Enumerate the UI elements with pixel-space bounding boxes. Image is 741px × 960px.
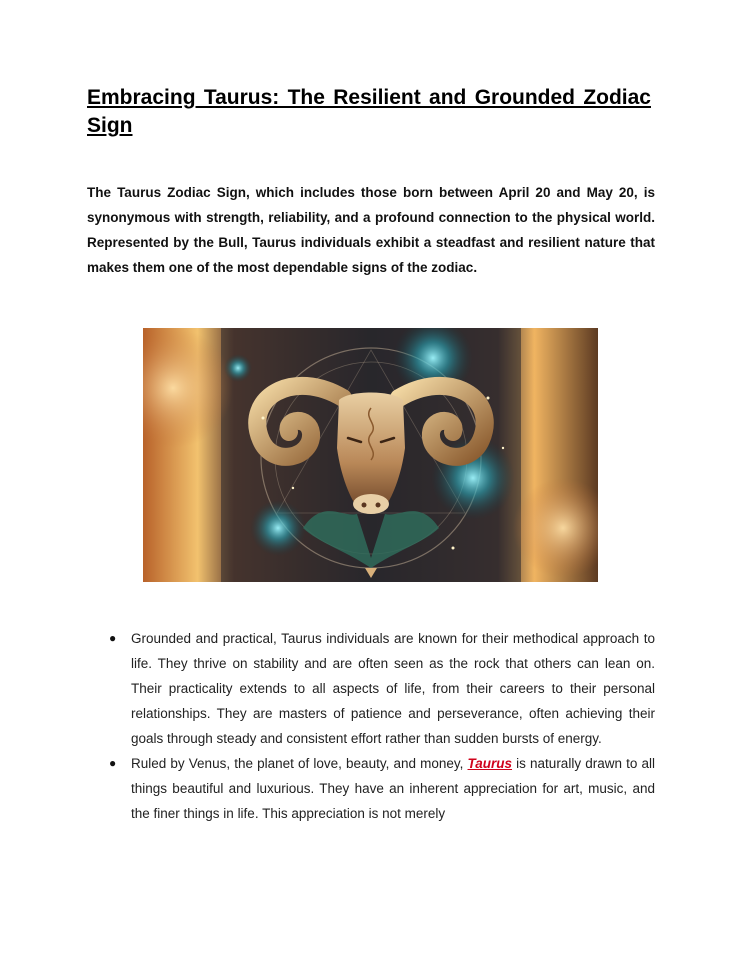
list-item-text-before: Ruled by Venus, the planet of love, beauty, and money, xyxy=(131,756,468,771)
list-item-text-after: is naturally drawn to all things beautiful and luxurious. They have an inherent appreciation for art, music, and the finer things in life. This appreciation is not merely xyxy=(131,756,655,821)
taurus-link[interactable]: Taurus xyxy=(467,756,513,771)
intro-paragraph: The Taurus Zodiac Sign, which includes those born between April 20 and May 20, is synonymous with strength, reliability, and a profound connection to the physical world. Represented by the Bull, Taurus individuals exhibit a steadfast and resilient nature that makes them one of the most dependable signs of the zodiac. xyxy=(87,185,655,275)
list-item xyxy=(87,626,655,751)
key-traits-list xyxy=(87,626,655,826)
bullet-dot-icon: ● xyxy=(109,756,117,770)
taurus-illustration xyxy=(143,328,598,582)
list-item-text: Grounded and practical, Taurus individuals are known for their methodical approach to life. They thrive on stability and are often seen as the rock that others can lean on. Their practicality extends to all aspects of life, from their careers to their personal relationships. They are masters of patience and perseverance, often achieving their goals through steady and consistent effort rather than sudden bursts of energy. xyxy=(131,631,655,746)
article-title: Embracing Taurus: The Resilient and Grounded Zodiac Sign xyxy=(87,86,651,137)
bullet-dot-icon: ● xyxy=(109,631,117,645)
list-item xyxy=(87,751,655,826)
